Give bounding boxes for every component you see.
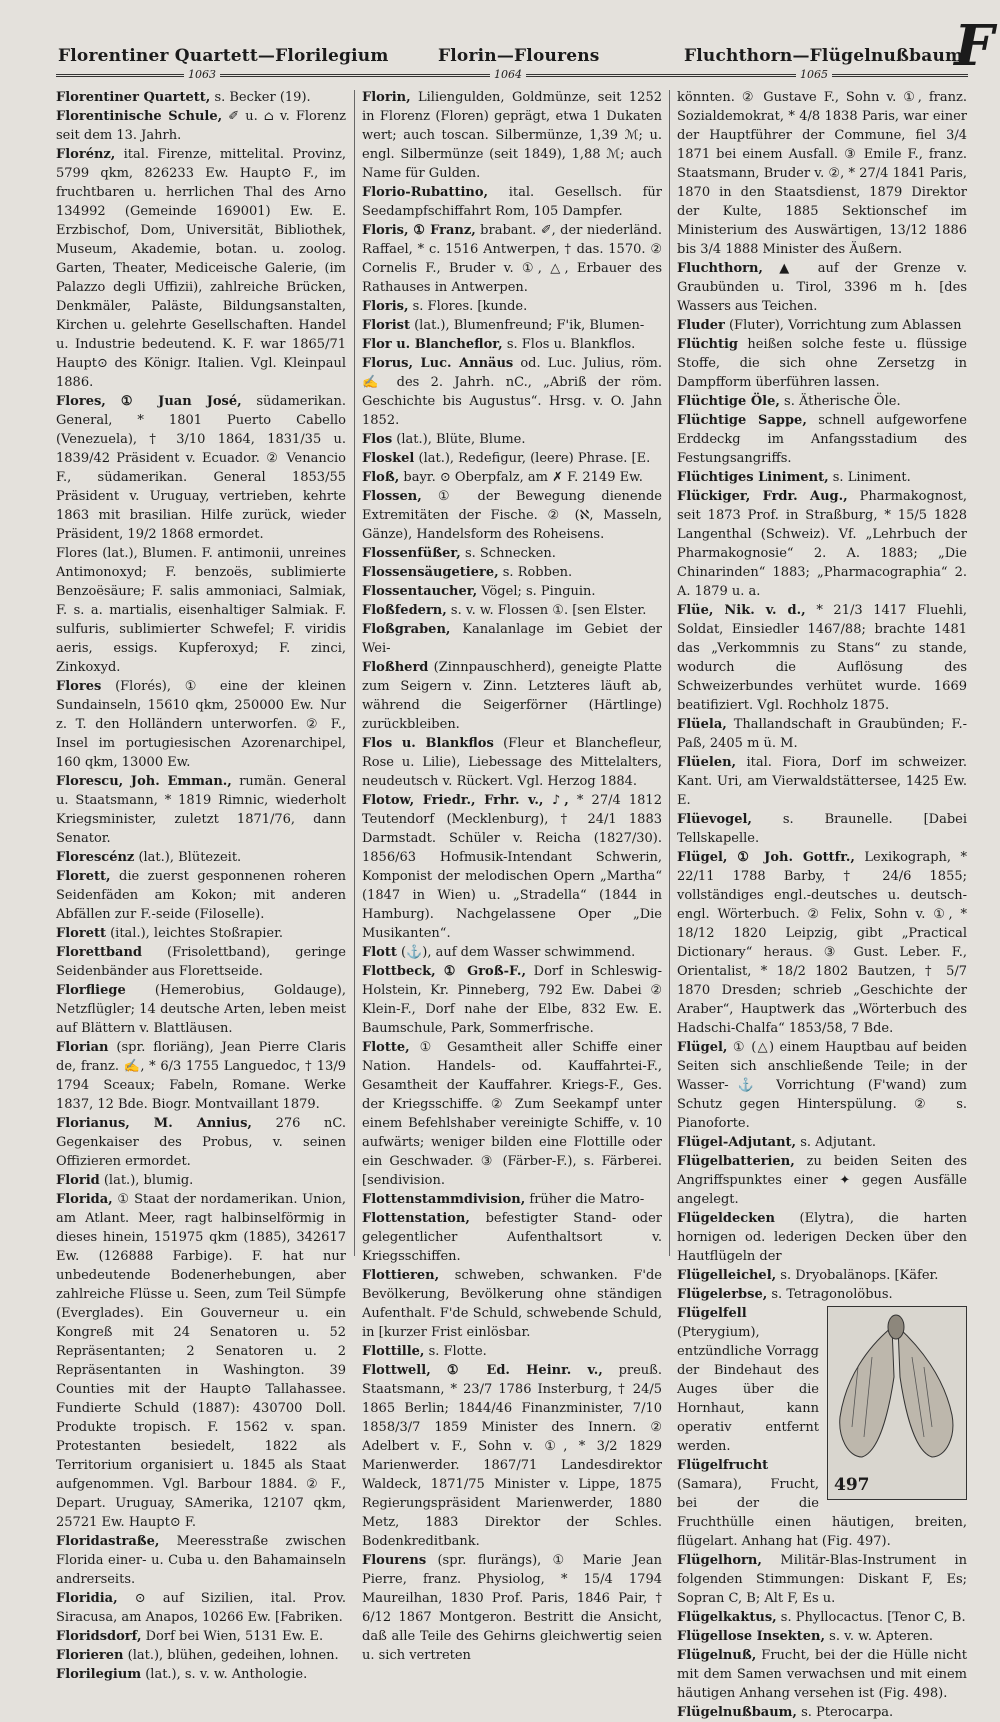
- entry-headword: Flügelleichel,: [677, 1268, 777, 1283]
- entry-headword: Flügel,: [677, 1040, 728, 1055]
- dictionary-entry: [677, 392, 967, 411]
- entry-headword: Flottenstammdivision,: [362, 1192, 526, 1207]
- dictionary-entry: [677, 1038, 967, 1133]
- dictionary-entry: [677, 1285, 967, 1304]
- entry-text: s. Phyllocactus. [Tenor C, B.: [776, 1610, 966, 1625]
- entry-headword: Flossensäugetiere,: [362, 565, 499, 580]
- column-3: [677, 88, 967, 1720]
- entry-headword: Florett: [56, 926, 106, 941]
- dictionary-entry: [362, 962, 662, 1038]
- entry-headword: Flügelnuß,: [677, 1648, 757, 1663]
- entry-headword: Flügellose Insekten,: [677, 1629, 826, 1644]
- entry-text: (Florés), ① eine der kleinen Sundainseln, 15610 qkm, 250000 Ew. Nur z. T. den Holländern unterworfen. ② F., Insel im portugiesischen Azorenarchipel, 160 qkm, 13000 Ew.: [56, 679, 346, 770]
- figure-number: 497: [834, 1475, 870, 1495]
- dictionary-entry: [362, 487, 662, 544]
- entry-text: s. Becker (19).: [210, 90, 311, 105]
- entry-headword: Flügelnußbaum,: [677, 1705, 797, 1720]
- dictionary-entry: [362, 734, 662, 791]
- entry-text: (⚓), auf dem Wasser schwimmend.: [396, 945, 636, 960]
- entry-headword: Florian: [56, 1040, 109, 1055]
- dictionary-entry: [677, 1627, 967, 1646]
- entry-headword: Floridsdorf,: [56, 1629, 142, 1644]
- entry-headword: Flügel, ① Joh. Gottfr.,: [677, 850, 855, 865]
- entry-text: Vögel; s. Pinguin.: [477, 584, 596, 599]
- entry-headword: Florescénz: [56, 850, 135, 865]
- dictionary-entry: [677, 411, 967, 468]
- dictionary-entry: [56, 544, 346, 677]
- dictionary-entry: [362, 316, 662, 335]
- entry-headword: Florénz,: [56, 147, 116, 162]
- dictionary-entry: [677, 259, 967, 316]
- entry-headword: Florilegium: [56, 1667, 142, 1682]
- page-header: [0, 0, 1000, 90]
- entry-headword: Flügelkaktus,: [677, 1610, 777, 1625]
- dictionary-entry: [677, 1209, 967, 1266]
- entry-text: Flores (lat.), Blumen. F. antimonii, unreines Antimonoxyd; F. benzoës, sublimierte Benzoësäure; F. salis ammoniaci, Salmiak, F. s. a. martialis, eisenhaltiger Salmiak. F. sulfuris, sublimierter Schwefel; F. viridis aeris, essigs. Kupferoxyd; F. zinci, Zinkoxyd.: [56, 546, 346, 675]
- entry-headword: Florfliege: [56, 983, 126, 998]
- entry-headword: Floris,: [362, 299, 409, 314]
- dictionary-entry: [362, 449, 662, 468]
- entry-text: ital. Gesellsch. für Seedampfschiffahrt Rom, 105 Dampfer.: [362, 185, 662, 219]
- entry-text: preuß. Staatsmann, * 23/7 1786 Insterburg, † 24/5 1865 Berlin; 1844/46 Finanzminister, 7/10 1858/3/7 1859 Minister des Innern. ② Adelbert v. F., Sohn v. ①, * 3/2 1829 Marienwerder. 1867/71 Landesdirektor Waldeck, 1871/75 Minister v. Lippe, 1875 Regierungspräsident Marienwerder, 1880 Metz, 1883 Direktor der Schles. Bodenkreditbank.: [362, 1363, 662, 1549]
- entry-text: (spr. floriäng), Jean Pierre Claris de, franz. ✍, * 6/3 1755 Languedoc, † 13/9 1794 Sceaux; Fabeln, Romane. Werke 1837, 12 Bde. Biogr. Montvaillant 1879.: [56, 1040, 346, 1112]
- dictionary-entry: [677, 1608, 967, 1627]
- entry-text: 276 nC. Gegenkaiser des Probus, v. seinen Offizieren ermordet.: [56, 1116, 346, 1169]
- dictionary-entry: [677, 335, 967, 392]
- dictionary-entry: [677, 715, 967, 753]
- entry-text: Dorf bei Wien, 5131 Ew. E.: [141, 1629, 324, 1644]
- entry-text: (lat.), blühen, gedeihen, lohnen.: [123, 1648, 339, 1663]
- dictionary-entry: [362, 1342, 662, 1361]
- entry-headword: Flores, ① Juan José,: [56, 394, 242, 409]
- entry-text: ① der Bewegung dienende Extremitäten der Fische. ② (ℵ, Masseln, Gänze), Handelsform des Roheisens.: [362, 489, 662, 542]
- dictionary-entry: [362, 943, 662, 962]
- entry-text: ⊙ auf Sizilien, ital. Prov. Siracusa, am Anapos, 10266 Ew. [Fabriken.: [56, 1591, 346, 1625]
- entry-headword: Flüelen,: [677, 755, 737, 770]
- dictionary-entry: [677, 1133, 967, 1152]
- dictionary-entry: [362, 1209, 662, 1266]
- dictionary-entry: [677, 1266, 967, 1285]
- entry-headword: Floßfedern,: [362, 603, 447, 618]
- entry-text: bayr. ⊙ Oberpfalz, am ✗ F. 2149 Ew.: [399, 470, 643, 485]
- entry-headword: Flotte,: [362, 1040, 410, 1055]
- entry-headword: Floßgraben,: [362, 622, 451, 637]
- entry-text: (Zinnpauschherd), geneigte Platte zum Seigern v. Zinn. Letzteres läuft ab, während die Seigerförner (Härtlinge) zurückbleiben.: [362, 660, 662, 732]
- entry-text: (lat.), Blüte, Blume.: [392, 432, 526, 447]
- dictionary-entry: [56, 1532, 346, 1589]
- entry-text: früher die Matro-: [525, 1192, 645, 1207]
- entry-headword: Flüchtige Öle,: [677, 394, 780, 409]
- dictionary-entry: [56, 1627, 346, 1646]
- dictionary-entry: [362, 563, 662, 582]
- dictionary-entry: [362, 88, 662, 183]
- entry-headword: Florentiner Quartett,: [56, 90, 211, 105]
- entry-headword: Flores: [56, 679, 102, 694]
- dictionary-entry: [56, 1646, 346, 1665]
- entry-text: od. Luc. Julius, röm. ✍ des 2. Jahrh. nC., „Abriß der röm. Geschichte bis Augustus“. Hrsg. v. O. Jahn 1852.: [362, 356, 662, 428]
- dictionary-entry: [362, 297, 662, 316]
- entry-headword: Flossen,: [362, 489, 422, 504]
- entry-headword: Flottbeck, ① Groß-F.,: [362, 964, 526, 979]
- page-number-right: 1065: [796, 68, 832, 81]
- dictionary-entry: [56, 848, 346, 867]
- entry-text: s. v. w. Flossen ①. [sen Elster.: [446, 603, 647, 618]
- dictionary-entry: [362, 221, 662, 297]
- entry-headword: Florist: [362, 318, 410, 333]
- dictionary-entry: [362, 335, 662, 354]
- entry-text: (Elytra), die harten hornigen od. lederigen Decken über den Hautflügeln der: [677, 1211, 967, 1264]
- dictionary-entry: [677, 1152, 967, 1209]
- column-2: [362, 88, 663, 1663]
- entry-headword: Flügelerbse,: [677, 1287, 768, 1302]
- entry-text: (Fleur et Blanchefleur, Rose u. Lilie), Liebessage des Mittelalters, neudeutsch v. Rückert. Vgl. Herzog 1884.: [362, 736, 663, 789]
- entry-text: ital. Fiora, Dorf im schweizer. Kant. Uri, am Vierwaldstättersee, 1425 Ew. E.: [677, 755, 967, 808]
- dictionary-entry: [677, 601, 967, 715]
- dictionary-entry: [56, 1038, 346, 1114]
- entry-headword: Flügel-Adjutant,: [677, 1135, 797, 1150]
- entry-text: (Samara), Frucht, bei der die Fruchthülle einen häutigen, breiten, flügelart. Anhang hat (Fig. 497).: [677, 1477, 967, 1549]
- entry-text: s. Robben.: [498, 565, 573, 580]
- dictionary-entry: [56, 1114, 346, 1171]
- entry-headword: Florentinische Schule,: [56, 109, 223, 124]
- dictionary-entry: [56, 677, 346, 772]
- entry-text: s. Ätherische Öle.: [779, 394, 901, 409]
- entry-headword: Flossenfüßer,: [362, 546, 461, 561]
- entry-text: ① Gesamtheit aller Schiffe einer Nation. Handels- od. Kauffahrtei-F., Gesamtheit der Kauffahrer. Kriegs-F., Ges. der Kriegsschiffe. ② Zum Seekampf unter einem Befehlshaber vereinigte Schiffe, v. 10 aufwärts; weniger bilden eine Flottille oder ein Geschwader. ③ (Färber-F.), s. Färberei. [sendivision.: [362, 1040, 662, 1188]
- dictionary-entry: [56, 1589, 346, 1627]
- entry-headword: Florus, Luc. Annäus: [362, 356, 514, 371]
- dictionary-entry: [56, 981, 346, 1038]
- column-divider: [354, 90, 355, 1256]
- entry-text: * 21/3 1417 Fluehli, Soldat, Einsiedler 1467/88; brachte 1481 das „Verkommnis zu Stans“ zu stande, wodurch die Auflösung des Schweizerbundes verhütet wurde. 1669 beatifiziert. Vgl. Rochholz 1875.: [677, 603, 967, 713]
- entry-text: schnell aufgeworfene Erddeckg im Anfangsstadium des Festungsangriffs.: [677, 413, 967, 466]
- entry-text: (lat.), Blumenfreund; F'ik, Blumen-: [409, 318, 645, 333]
- entry-headword: Flügeldecken: [677, 1211, 775, 1226]
- dictionary-entry: [677, 1646, 967, 1703]
- entry-headword: Flüevogel,: [677, 812, 752, 827]
- dictionary-entry: [362, 544, 662, 563]
- entry-text: s. Braunelle. [Dabei Tellskapelle.: [677, 812, 967, 846]
- entry-text: (Frisolettband), geringe Seidenbänder aus Florettseide.: [56, 945, 346, 979]
- entry-text: brabant. ✐, der niederländ. Raffael, * c. 1516 Antwerpen, † das. 1570. ② Cornelis F., Bruder v. ①, △, Erbauer des Rathauses in Antwerpen.: [362, 223, 663, 295]
- dictionary-entry: [362, 183, 662, 221]
- entry-headword: Flos: [362, 432, 393, 447]
- entry-text: (lat.), blumig.: [99, 1173, 194, 1188]
- entry-headword: Floß,: [362, 470, 400, 485]
- entry-text: (Pterygium), entzündliche Vorragg der Bindehaut des Auges über die Hornhaut, kann operativ entfernt werden.: [677, 1325, 819, 1454]
- entry-headword: Flückiger, Frdr. Aug.,: [677, 489, 848, 504]
- entry-headword: Flügelbatterien,: [677, 1154, 795, 1169]
- dictionary-entry: [362, 658, 662, 734]
- entry-headword: Flüchtige Sappe,: [677, 413, 807, 428]
- entry-text: s. Liniment.: [828, 470, 911, 485]
- entry-headword: Flossentaucher,: [362, 584, 478, 599]
- dictionary-entry: [677, 468, 967, 487]
- entry-headword: Flotow, Friedr., Frhr. v., ♪,: [362, 793, 569, 808]
- header-left-title: Florentiner Quartett—Florilegium: [58, 46, 389, 66]
- entry-text: könnten. ② Gustave F., Sohn v. ①, franz. Sozialdemokrat, * 4/8 1838 Paris, war einer der Hauptführer der Commune, fiel 3/4 1871 bei einem Ausfall. ③ Emile F., franz. Staatsmann, Bruder v. ②, * 27/4 1841 Paris, 1870 in den Staatsdienst, 1879 Direktor der Kulte, 1885 Sektionschef im Ministerium des Auswärtigen, 13/12 1886 bis 3/4 1888 Minister des Äußern.: [677, 90, 967, 257]
- dictionary-entry: [56, 392, 346, 544]
- dictionary-entry: [362, 620, 662, 658]
- entry-text: (ital.), leichtes Stoßrapier.: [105, 926, 284, 941]
- entry-text: s. Flos u. Blankflos.: [502, 337, 636, 352]
- entry-text: s. Tetragonolöbus.: [767, 1287, 893, 1302]
- entry-headword: Flos u. Blankflos: [362, 736, 494, 751]
- entry-text: ① (△) einem Hauptbau auf beiden Seiten sich anschließende Teile; in der Wasser-⚓ Vorrichtung (F'wand) zum Schutz gegen Hinterspülung. ② s. Pianoforte.: [677, 1040, 967, 1131]
- entry-text: (Fluter), Vorrichtung zum Ablassen: [724, 318, 962, 333]
- entry-text: heißen solche feste u. flüssige Stoffe, die sich ohne Zersetzg in Dampfform überführen lassen.: [677, 337, 967, 390]
- entry-text: Pharmakognost, seit 1873 Prof. in Straßburg, * 15/5 1828 Langenthal (Schweiz). Vf. „Lehrbuch der Pharmakognosie“ 2. A. 1883; „Die Chinarinden“ 1883; „Pharmacographia“ 2. A. 1879 u. a.: [677, 489, 967, 599]
- dictionary-entry: [362, 601, 662, 620]
- entry-text: Thallandschaft in Graubünden; F.-Paß, 2405 m ü. M.: [677, 717, 967, 751]
- entry-headword: Flüela,: [677, 717, 727, 732]
- dictionary-entry: [362, 1038, 662, 1190]
- entry-text: s. Flotte.: [424, 1344, 487, 1359]
- entry-headword: Floris, ① Franz,: [362, 223, 476, 238]
- dictionary-entry: [56, 1190, 346, 1532]
- column-1: [56, 88, 347, 1682]
- dictionary-entry: [362, 582, 662, 601]
- dictionary-entry: [677, 1551, 967, 1608]
- entry-headword: Flott: [362, 945, 397, 960]
- section-letter: F: [954, 13, 994, 79]
- dictionary-entry: [56, 107, 346, 145]
- entry-headword: Flüchtiges Liniment,: [677, 470, 829, 485]
- entry-text: zu beiden Seiten des Angriffspunktes einer ✦ gegen Ausfälle angelegt.: [677, 1154, 967, 1207]
- dictionary-entry: [56, 145, 346, 392]
- entry-headword: Floridia,: [56, 1591, 118, 1606]
- entry-text: (lat.), Redefigur, (leere) Phrase. [E.: [414, 451, 651, 466]
- entry-text: südamerikan. General, * 1801 Puerto Cabello (Venezuela), † 3/10 1864, 1831/35 u. 1839/42 Präsident v. Ecuador. ② Venancio F., südamerikan. General 1853/55 Präsident v. Uruguay, vertrieben, kehrte 1863 mit brasilian. Hilfe zurück, wieder Präsident, 19/2 1868 ermordet.: [56, 394, 346, 542]
- entry-text: (lat.), Blütezeit.: [134, 850, 242, 865]
- entry-text: (lat.), s. v. w. Anthologie.: [141, 1667, 308, 1682]
- entry-text: Frucht, bei der die Hülle nicht mit dem Samen verwachsen und mit einem häutigen Anhang versehen ist (Fig. 498).: [677, 1648, 967, 1701]
- dictionary-entry: [362, 1551, 662, 1665]
- dictionary-entry: [56, 88, 346, 107]
- dictionary-entry: [677, 88, 967, 259]
- entry-headword: Flourens: [362, 1553, 427, 1568]
- dictionary-entry: [362, 791, 662, 943]
- dictionary-entry: [362, 354, 662, 430]
- entry-headword: Flügelhorn,: [677, 1553, 762, 1568]
- entry-text: Liliengulden, Goldmünze, seit 1252 in Florenz (Floren) geprägt, etwa 1 Dukaten wert; auch toscan. Silbermünze, 1,39 ℳ; u. engl. Silbermünze (seit 1849), 1,88 ℳ; auch Name für Gulden.: [362, 90, 662, 181]
- entry-text: * 27/4 1812 Teutendorf (Mecklenburg), † 24/1 1883 Darmstadt. Schüler v. Reicha (1827/30). 1856/63 Hofmusik-Intendant Schwerin, Komponist der melodischen Opern „Martha“ (1847 in Wien) u. „Stradella“ (1844 in Hamburg). Nachgelassene Oper „Die Musikanten“.: [362, 793, 662, 941]
- entry-headword: Florianus, M. Annius,: [56, 1116, 252, 1131]
- entry-headword: Floskel: [362, 451, 415, 466]
- dictionary-entry: [56, 1171, 346, 1190]
- entry-headword: Florescu, Joh. Emman.,: [56, 774, 232, 789]
- dictionary-entry: [677, 316, 967, 335]
- entry-text: s. Dryobalänops. [Käfer.: [776, 1268, 939, 1283]
- samara-illustration: [827, 1306, 967, 1500]
- entry-text: Kanalanlage im Gebiet der Wei-: [362, 622, 662, 656]
- page-number-mid: 1064: [490, 68, 526, 81]
- entry-text: s. Pterocarpa.: [796, 1705, 894, 1720]
- entry-text: Meeresstraße zwischen Florida einer- u. Cuba u. den Bahamainseln andrerseits.: [56, 1534, 346, 1587]
- entry-headword: Flüe, Nik. v. d.,: [677, 603, 806, 618]
- dictionary-entry: [56, 943, 346, 981]
- entry-text: befestigter Stand- oder gelegentlicher Aufenthaltsort v. Kriegsschiffen.: [362, 1211, 662, 1264]
- dictionary-entry: [362, 1361, 662, 1551]
- entry-text: s. v. w. Apteren.: [825, 1629, 934, 1644]
- dictionary-entry: [362, 1266, 662, 1342]
- entry-text: (Hemerobius, Goldauge), Netzflügler; 14 deutsche Arten, leben meist auf Blättern v. Blattläusen.: [56, 983, 346, 1036]
- entry-text: s. Adjutant.: [796, 1135, 876, 1150]
- entry-headword: Florettband: [56, 945, 143, 960]
- entry-text: rumän. General u. Staatsmann, * 1819 Rimnic, wiederholt Kriegsminister, zuletzt 1871/76, dann Senator.: [56, 774, 347, 846]
- entry-text: (spr. flurängs), ① Marie Jean Pierre, franz. Physiolog, * 15/4 1794 Maureilhan, 1830 Prof. Paris, 1846 Pair, † 6/12 1867 Montgeron. Bestritt die Ansicht, daß alle Teile des Gehirns gleichwertig seien u. sich vertreten: [362, 1553, 662, 1663]
- entry-headword: Flottille,: [362, 1344, 425, 1359]
- entry-headword: Florid: [56, 1173, 100, 1188]
- entry-headword: Flottieren,: [362, 1268, 440, 1283]
- dictionary-entry: [362, 468, 662, 487]
- entry-text: s. Flores. [kunde.: [408, 299, 528, 314]
- entry-text: Militär-Blas-Instrument in folgenden Stimmungen: Diskant F, Es; Sopran C, B; Alt F, Es u.: [677, 1553, 967, 1606]
- entry-headword: Fluder: [677, 318, 725, 333]
- dictionary-entry: [677, 810, 967, 848]
- dictionary-entry: [677, 1703, 967, 1722]
- entry-headword: Florieren: [56, 1648, 124, 1663]
- entry-headword: Flottenstation,: [362, 1211, 470, 1226]
- entry-text: ① Staat der nordamerikan. Union, am Atlant. Meer, ragt halbinselförmig in dieses hinein, 151975 qkm (1885), 342617 Ew. (126888 Farbige). F. hat nur unbedeutende Bodenerhebungen, aber zahlreiche Flüsse u. Seen, zum Teil Sümpfe (Everglades). Ein Gouverneur u. ein Kongreß mit 24 Senatoren u. 52 Repräsentanten; 2 Senatoren u. 2 Repräsentanten in Washington. 39 Counties mit der Haupt⊙ Tallahassee. Fundierte Schuld (1887): 430700 Doll. Produkte tropisch. F. 1562 v. span. Protestanten besiedelt, 1822 als Territorium organisiert u. 1845 als Staat aufgenommen. Vgl. Barbour 1884. ② F., Depart. Uruguay, SAmerika, 12107 qkm, 25721 Ew. Haupt⊙ F.: [56, 1192, 346, 1530]
- header-right-title: Fluchthorn—Flügelnußbaum: [684, 46, 964, 66]
- entry-text: schweben, schwanken. F'de Bevölkerung, Bevölkerung ohne ständigen Aufenthalt. F'de Schuld, schwebende Schuld, in [kurzer Frist einlösbar.: [362, 1268, 662, 1340]
- dictionary-entry: [56, 867, 346, 924]
- entry-headword: Flüchtig: [677, 337, 739, 352]
- entry-headword: Flor u. Blancheflor,: [362, 337, 503, 352]
- dictionary-entry: [677, 848, 967, 1038]
- entry-text: ital. Firenze, mittelital. Provinz, 5799 qkm, 826233 Ew. Haupt⊙ F., im fruchtbaren u. herrlichen Thal des Arno 134992 (Gemeinde 169001) Ew. E. Erzbischof, Dom, Universität, Bibliothek, Museum, Akademie, botan. u. zoolog. Garten, Theater, Mediceische Galerie, (im Palazzo degli Uffizii), zahlreiche Brücken, Denkmäler, Paläste, Bildungsanstalten, Kirchen u. gelehrte Gesellschaften. Handel u. Industrie bedeutend. K. F. war 1865/71 Haupt⊙ des Königr. Italien. Vgl. Kleinpaul 1886.: [56, 147, 346, 390]
- header-mid-title: Florin—Flourens: [438, 46, 600, 66]
- dictionary-entry: [362, 430, 662, 449]
- dictionary-entry: [56, 924, 346, 943]
- dictionary-entry: [677, 487, 967, 601]
- entry-headword: Fluchthorn,: [677, 261, 763, 276]
- dictionary-entry: [56, 772, 346, 848]
- entry-text: die zuerst gesponnenen roheren Seidenfäden am Kokon; mit anderen Abfällen zur F.-seide (Filoselle).: [56, 869, 346, 922]
- dictionary-entry: [677, 753, 967, 810]
- column-divider: [669, 90, 670, 1256]
- page-number-left: 1063: [184, 68, 220, 81]
- entry-headword: Flügelfrucht: [677, 1458, 769, 1473]
- entry-headword: Florio-Rubattino,: [362, 185, 489, 200]
- entry-text: Dorf in Schleswig-Holstein, Kr. Pinneberg, 792 Ew. Dabei ② Klein-F., Dorf nahe der Elbe, 832 Ew. E. Baumschule, Park, Sommerfrische.: [362, 964, 662, 1036]
- entry-headword: Florida,: [56, 1192, 113, 1207]
- entry-headword: Flottwell, ① Ed. Heinr. v.,: [362, 1363, 603, 1378]
- dictionary-entry: [56, 1665, 346, 1684]
- entry-text: ✐ u. ⌂ v. Florenz seit dem 13. Jahrh.: [56, 109, 346, 143]
- entry-headword: Flügelfell: [677, 1306, 747, 1321]
- entry-headword: Floridastraße,: [56, 1534, 160, 1549]
- entry-headword: Florett,: [56, 869, 111, 884]
- entry-headword: Floßherd: [362, 660, 429, 675]
- entry-text: ▲ auf der Grenze v. Graubünden u. Tirol, 3396 m h. [des Wassers aus Teichen.: [677, 261, 967, 314]
- entry-headword: Florin,: [362, 90, 411, 105]
- entry-text: s. Schnecken.: [460, 546, 556, 561]
- entry-text: Lexikograph, * 22/11 1788 Barby, † 24/6 1855; vollständiges engl.-deutsches u. deutsch-engl. Wörterbuch. ② Felix, Sohn v. ①, * 18/12 1820 Leipzig, gibt „Practical Dictionary“ heraus. ③ Gust. Leber. F., Orientalist, * 18/2 1802 Bautzen, † 5/7 1870 Dresden; schrieb „Geschichte der Araber“, Hauptwerk das „Wörterbuch des Hadschi-Chalfa“ 1853/58, 7 Bde.: [677, 850, 967, 1036]
- dictionary-entry: [362, 1190, 662, 1209]
